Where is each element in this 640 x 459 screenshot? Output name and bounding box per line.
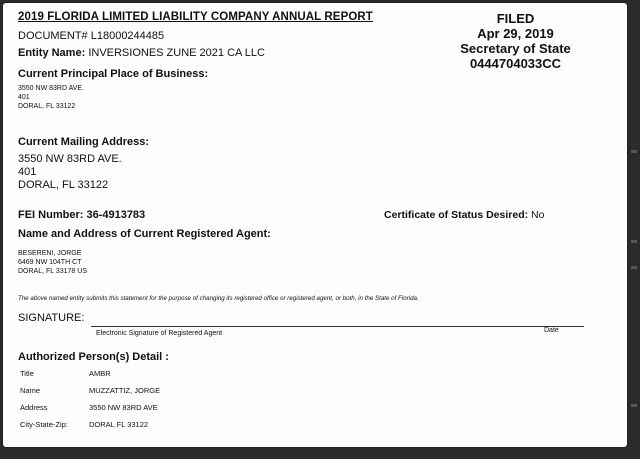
detail-value-title: AMBR	[89, 369, 111, 378]
signature-caption: Electronic Signature of Registered Agent	[96, 330, 223, 337]
authorized-heading: Authorized Person(s) Detail :	[18, 351, 169, 363]
signature-date-label: Date	[544, 327, 559, 334]
signature-label: SIGNATURE:	[18, 312, 85, 324]
entity-name	[18, 47, 265, 59]
filed-date: Apr 29, 2019	[477, 26, 554, 41]
agent-statement: The above named entity submits this statement for the purpose of changing its registered office or registered agent, or both, in the State of Florida.	[18, 295, 419, 302]
filed-stamp	[443, 11, 588, 71]
detail-value-city: DORAL FL 33122	[89, 420, 149, 429]
agent-line1: BESERENI, JORGE	[18, 250, 82, 257]
certificate-value: No	[531, 209, 545, 221]
certificate-label: Certificate of Status Desired:	[384, 209, 529, 221]
agent-address	[18, 249, 87, 276]
fei-number: FEI Number: 36-4913783	[18, 209, 146, 221]
annual-report-page	[3, 3, 627, 447]
detail-value-name: MUZZATTIZ, JORGE	[89, 386, 161, 395]
agent-line2: 6469 NW 104TH CT	[18, 259, 82, 266]
principal-address	[18, 84, 84, 111]
principal-line2: 401	[18, 94, 30, 101]
principal-line3: DORAL, FL 33122	[18, 103, 76, 110]
edge-artifact	[631, 150, 637, 153]
edge-artifact	[631, 404, 637, 407]
entity-name-label: Entity Name:	[18, 47, 86, 59]
agent-heading: Name and Address of Current Registered Agent:	[18, 228, 271, 240]
principal-line1: 3550 NW 83RD AVE.	[18, 85, 85, 92]
filed-office: Secretary of State	[460, 41, 571, 56]
entity-name-value: INVERSIONES ZUNE 2021 CA LLC	[88, 47, 265, 59]
detail-value-address: 3550 NW 83RD AVE	[89, 403, 158, 412]
report-title: 2019 FLORIDA LIMITED LIABILITY COMPANY ANNUAL REPORT	[18, 11, 373, 23]
agent-line3: DORAL, FL 33178 US	[18, 268, 87, 275]
edge-artifact	[631, 240, 637, 243]
detail-label-city: City-State-Zip:	[20, 420, 68, 429]
mailing-heading: Current Mailing Address:	[18, 136, 149, 148]
document-number: DOCUMENT# L18000244485	[18, 30, 165, 42]
principal-heading: Current Principal Place of Business:	[18, 68, 209, 80]
detail-label-title: Title	[20, 369, 34, 378]
mailing-line1: 3550 NW 83RD AVE.	[18, 153, 122, 165]
filed-status: FILED	[496, 11, 535, 26]
detail-label-name: Name	[20, 386, 41, 395]
mailing-address	[18, 153, 122, 192]
signature-line	[91, 326, 584, 327]
filed-number: 0444704033CC	[469, 56, 562, 71]
edge-artifact	[631, 266, 637, 269]
detail-label-address: Address	[20, 403, 48, 412]
certificate-status	[384, 209, 544, 221]
mailing-line2: 401	[18, 166, 37, 178]
mailing-line3: DORAL, FL 33122	[18, 179, 109, 191]
